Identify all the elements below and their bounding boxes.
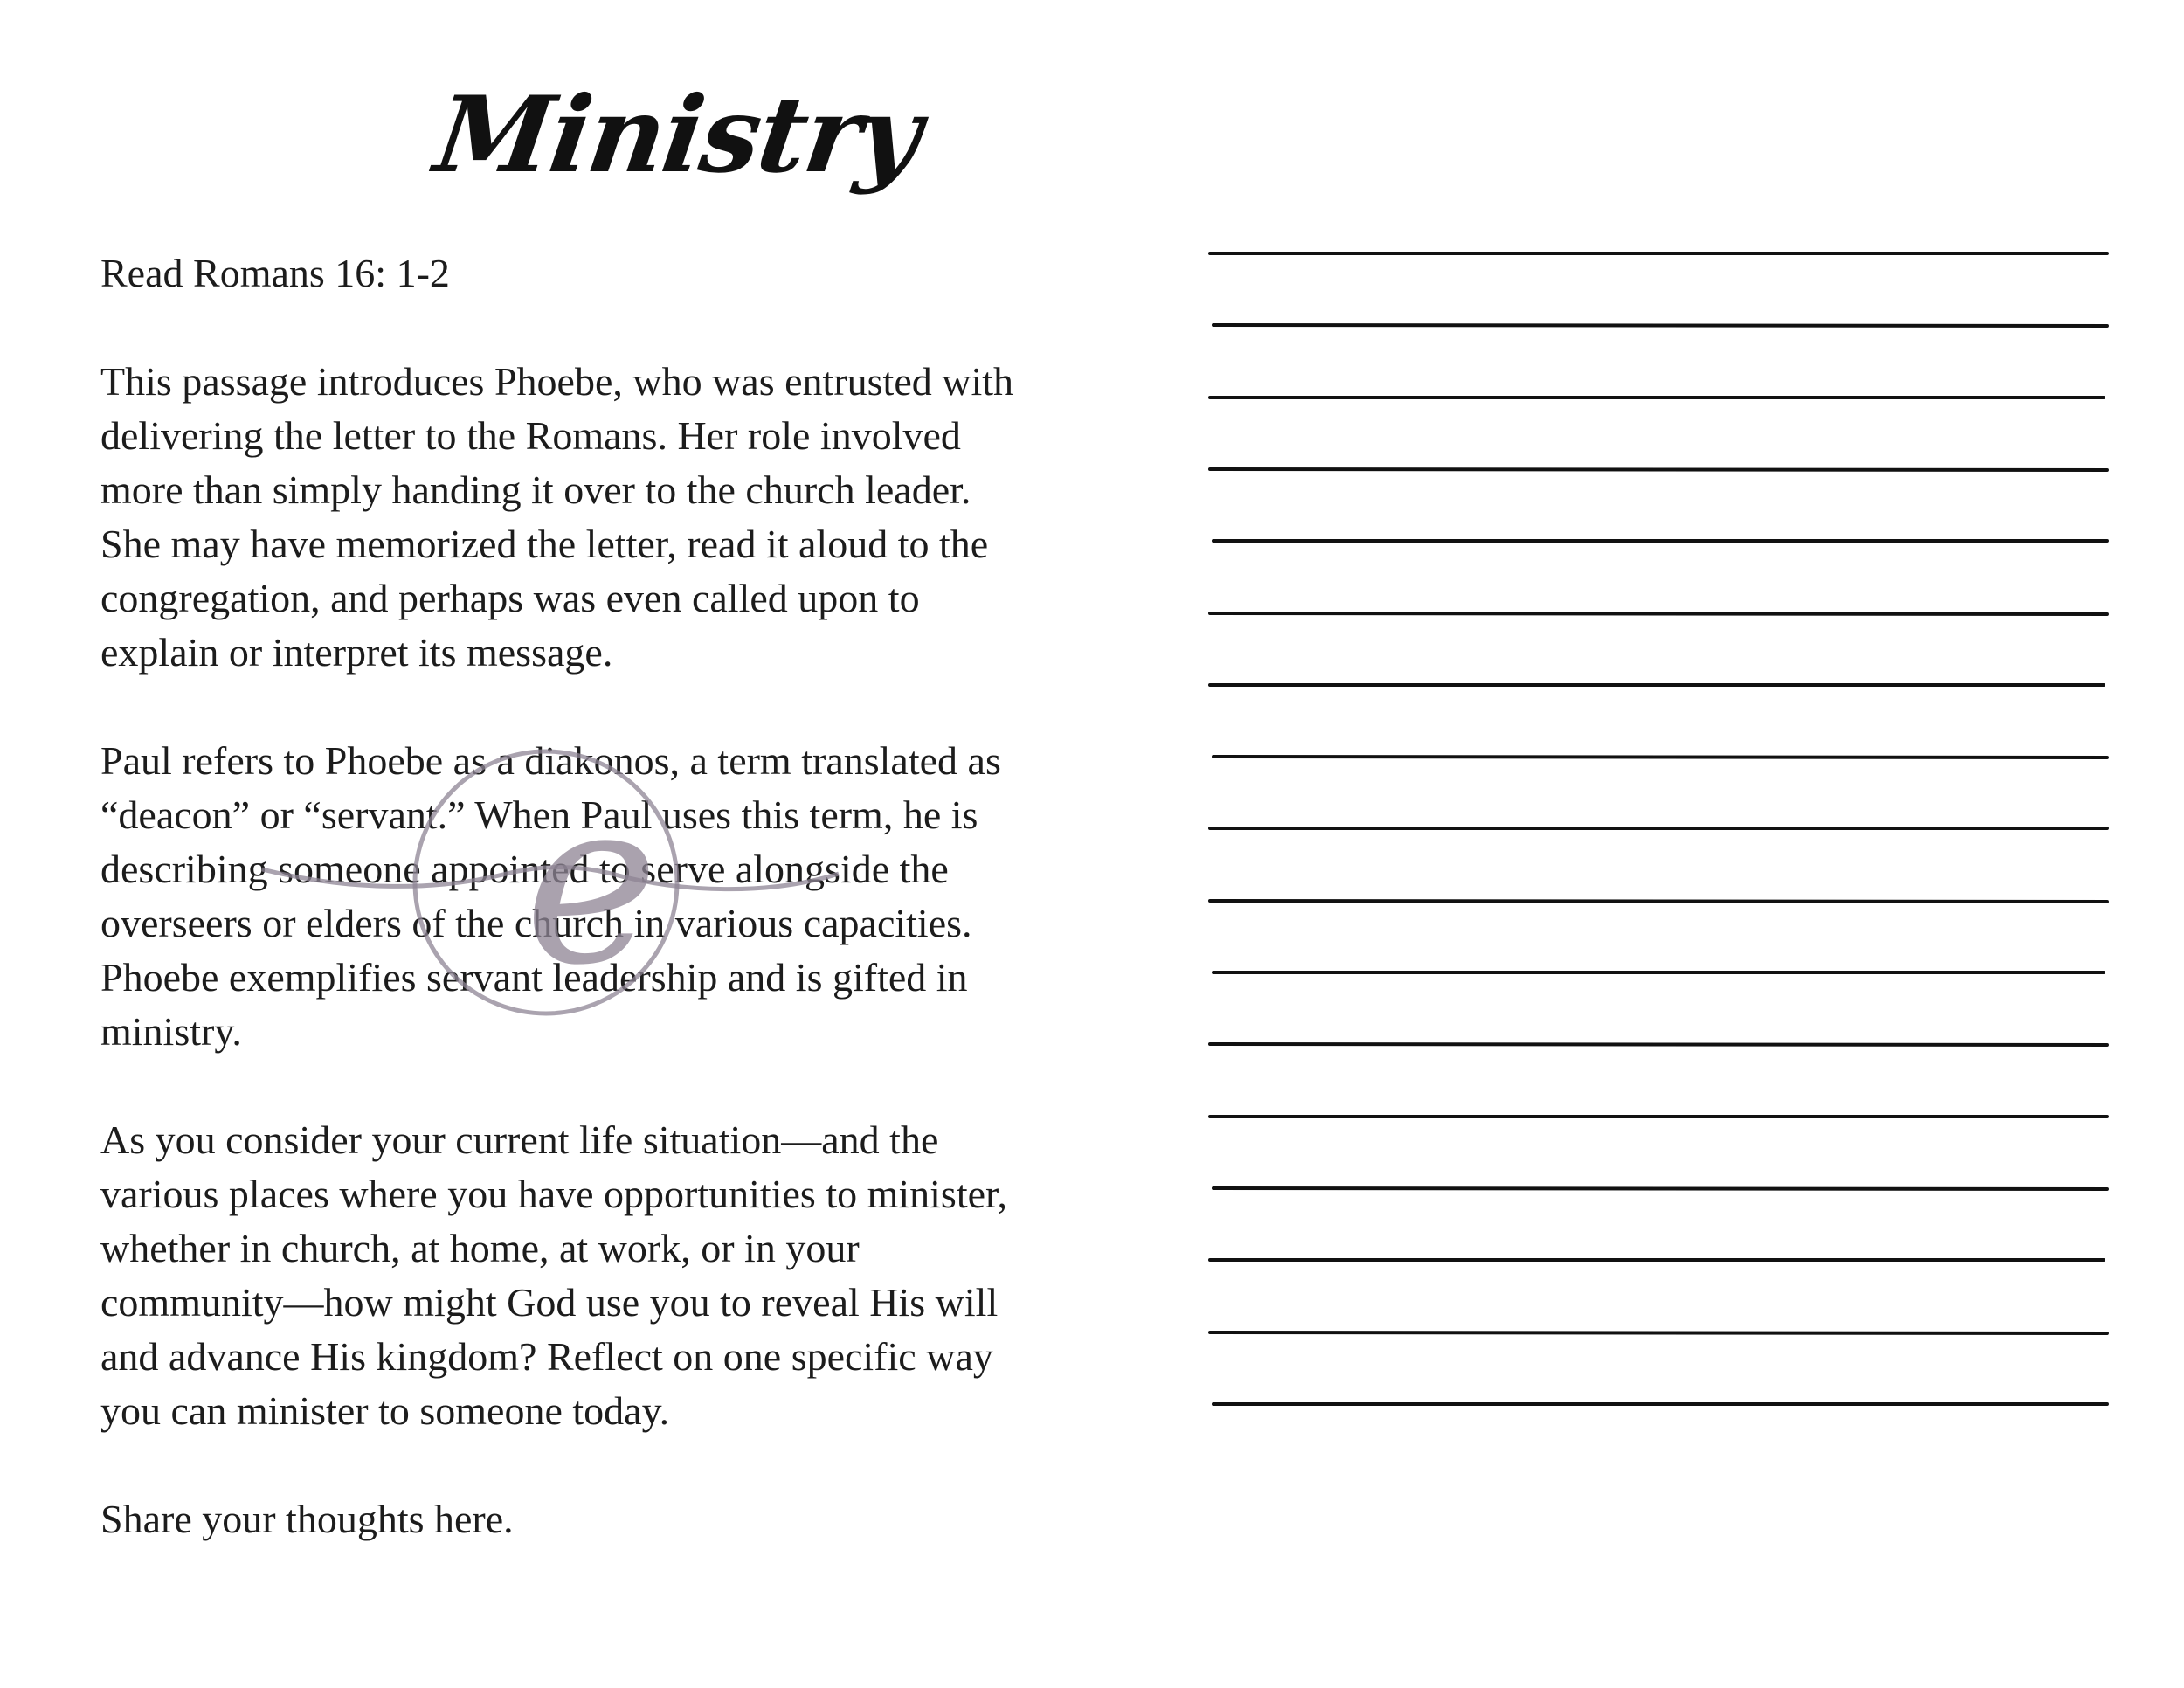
- writing-line[interactable]: [1213, 1188, 2107, 1189]
- share-prompt: Share your thoughts here.: [100, 1497, 514, 1541]
- page-title: Ministry: [428, 73, 928, 197]
- paragraph-reflection: As you consider your current life situation—and the various places where you have opportunities to minister, whether in church, at home, at work, or in your community—how might God use you to reveal His will and advance His kingdom? Reflect on one specific way you can minister to someone today.: [100, 1117, 1008, 1433]
- paragraph-diakonos: Paul refers to Phoebe as a diakonos, a term translated as “deacon” or “servant.” When Paul uses this term, he is describing someone appointed to serve alongside the overseers or elders of the church in various capacities. Phoebe exemplifies servant leadership and is gifted in ministry.: [100, 738, 1001, 1054]
- writing-line[interactable]: [1210, 469, 2107, 470]
- reading-reference: Read Romans 16: 1-2: [100, 251, 450, 295]
- writing-line[interactable]: [1213, 757, 2107, 758]
- watermark-letter: e: [524, 751, 659, 1015]
- writing-line[interactable]: [1210, 1044, 2107, 1045]
- writing-line[interactable]: [1210, 1332, 2107, 1333]
- writing-line[interactable]: [1210, 901, 2107, 902]
- writing-line[interactable]: [1210, 613, 2107, 614]
- paragraph-intro: This passage introduces Phoebe, who was entrusted with delivering the letter to the Romans. Her role involved more than simply handing it over to the church leader. She may have memorized the letter, read it aloud to the congregation, and perhaps was even called upon to explain or interpret its message.: [100, 359, 1014, 675]
- text-column: [100, 246, 1026, 1546]
- writing-line[interactable]: [1213, 325, 2107, 326]
